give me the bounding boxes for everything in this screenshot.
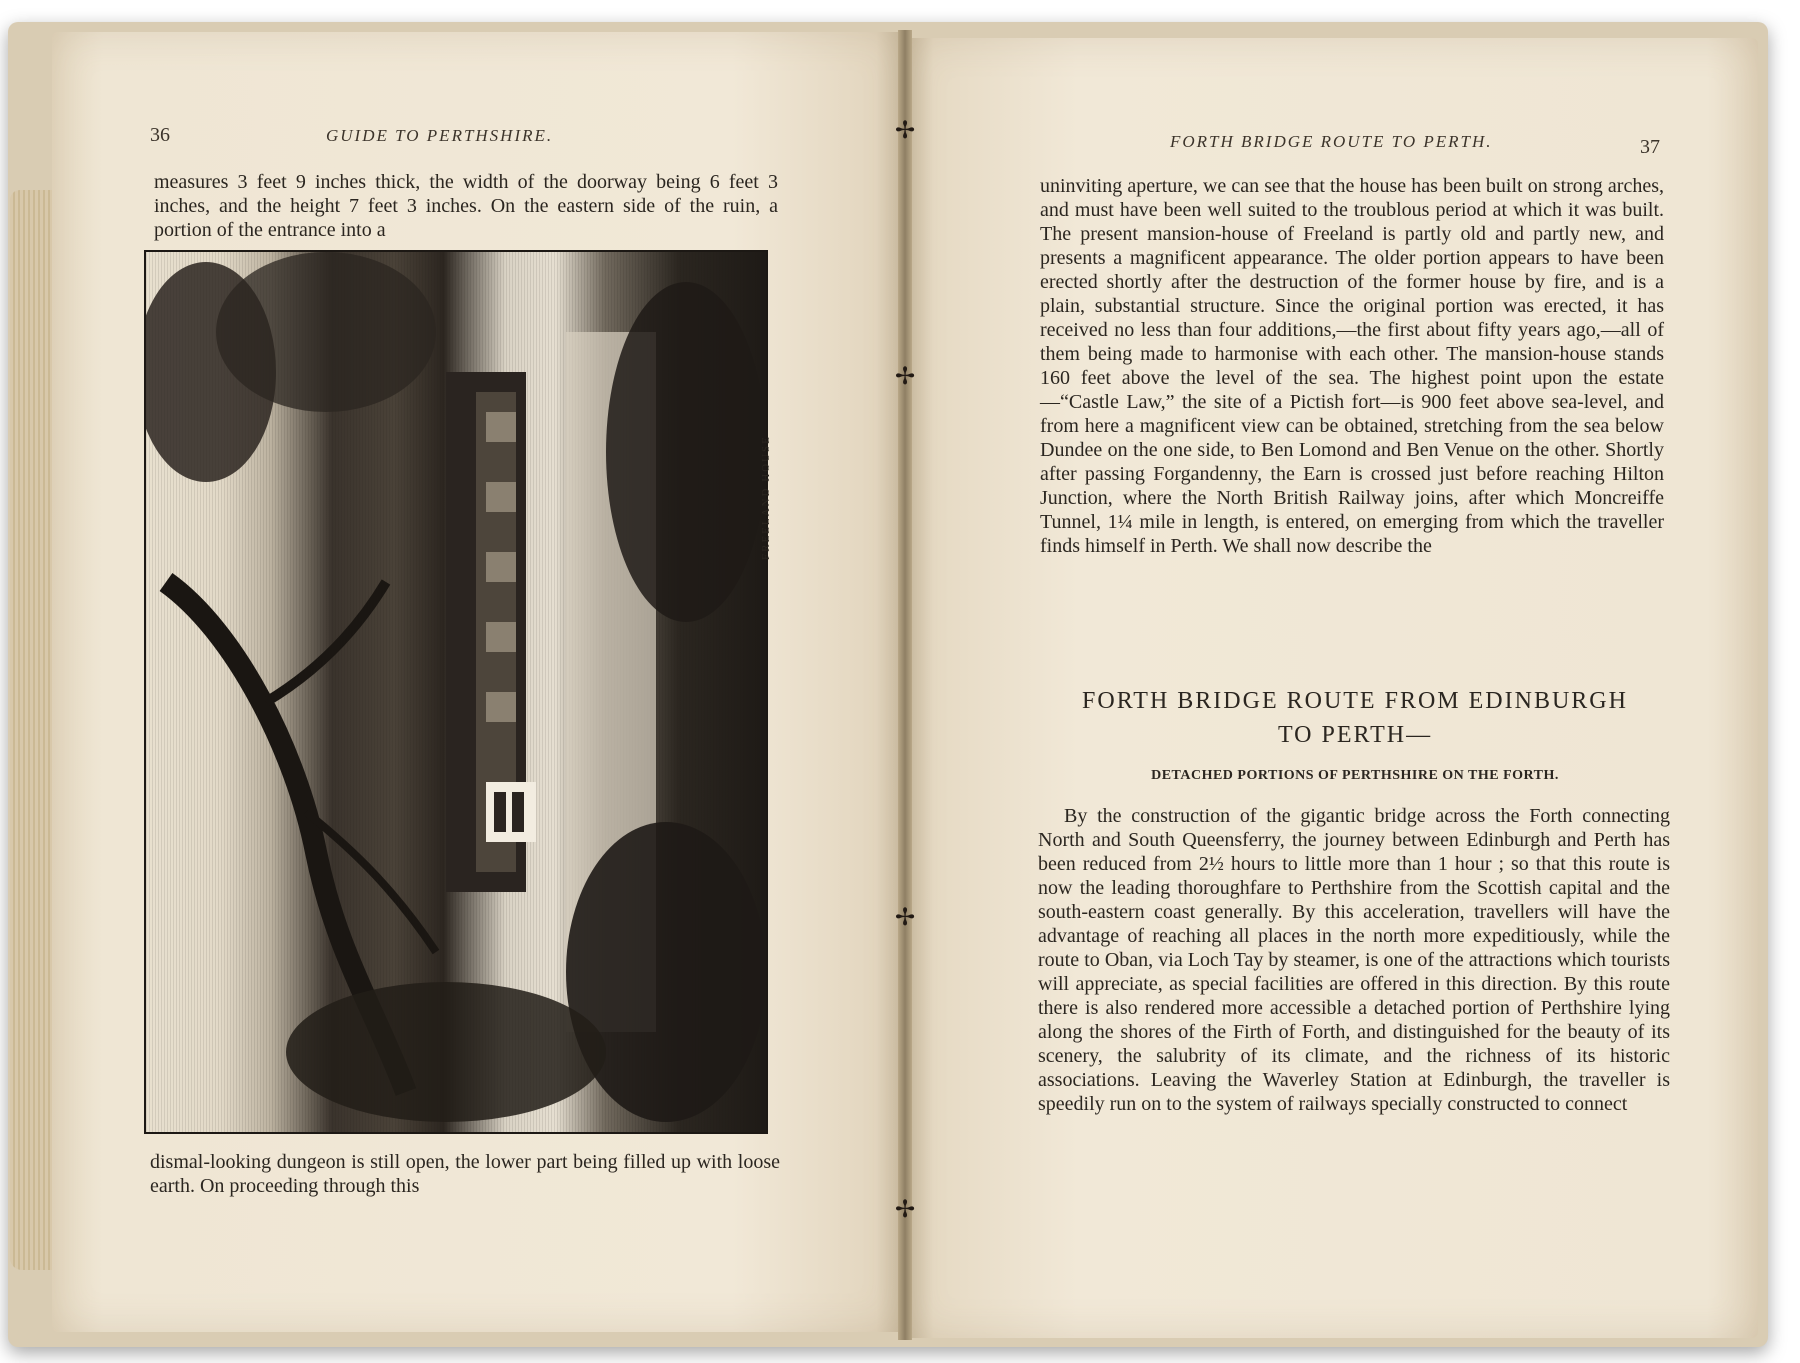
section-title-line2: TO PERTH— <box>1277 722 1433 748</box>
freeland-house-engraving <box>144 250 768 1134</box>
stitch-icon: ✢ <box>894 116 916 144</box>
stitch-icon: ✢ <box>894 1195 916 1223</box>
left-paragraph-top: measures 3 feet 9 inches thick, the width of the doorway being 6 feet 3 inches, and the height 7 feet 3 inches. On the eastern side of the ruin, a portion of the entrance into a <box>154 171 778 241</box>
book-spine <box>898 30 912 1340</box>
illustration-caption: FREELAND <box>760 486 772 560</box>
left-running-head: GUIDE TO PERTHSHIRE. <box>326 126 554 145</box>
left-paragraph-bottom: dismal-looking dungeon is still open, the lower part being filled up with loose earth. On proceeding through this <box>150 1151 780 1197</box>
stitch-icon: ✢ <box>894 903 916 931</box>
section-title-line1: FORTH BRIDGE ROUTE FROM EDINBURGH <box>1082 688 1628 714</box>
right-paragraph-1: uninviting aperture, we can see that the house has been built on strong arches, and must have been well suited to the troublous period at which it was built. The present mansion-house of Freeland is partly old and partly new, and presents a magnificent appearance. The older portion appears to have been erected shortly after the destruction of the former house by fire, and is a plain, substantial structure. Since the original portion was erected, it has received no less than four additions,—the first about fifty years ago,—all of them being made to harmonise with each other. The mansion-house stands 160 feet above the level of the sea. The highest point upon the estate—“Castle Law,” the site of a Pictish fort—is 900 feet above sea-level, and from here a magnificent view can be obtained, stretching from the sea below Dundee on the one side, to Ben Lomond and Ben Venue on the other. Shortly after passing Forgandenny, the Earn is crossed just before reaching Hilton Junction, where the North British Railway joins, after which Moncreiffe Tunnel, 1¼ mile in length, is entered, on emerging from which the traveller finds himself in Perth. We shall now describe the <box>1040 175 1664 557</box>
left-page-number: 36 <box>150 124 170 146</box>
section-subtitle: DETACHED PORTIONS OF PERTHSHIRE ON THE FORTH. <box>1151 768 1559 783</box>
page-edges <box>10 190 56 1270</box>
right-running-head: FORTH BRIDGE ROUTE TO PERTH. <box>1170 132 1493 151</box>
right-page-number: 37 <box>1640 136 1660 158</box>
right-paragraph-2: By the construction of the gigantic bridge across the Forth connecting North and South Queensferry, the journey between Edinburgh and Perth has been reduced from 2½ hours to little more than 1 hour ; so that this route is now the leading thoroughfare to Perthshire from the Scottish capital and the south-eastern coast generally. By this acceleration, travellers will have the advantage of reaching all places in the north more expeditiously, while the route to Oban, via Loch Tay by steamer, is one of the attractions which tourists will appreciate, as special facilities are offered in this direction. By this route there is also rendered more accessible a detached portion of Perthshire lying along the shores of the Firth of Forth, and distinguished for the beauty of its scenery, the salubrity of its climate, and the richness of its historic associations. Leaving the Waverley Station at Edinburgh, the traveller is speedily run on to the system of railways specially constructed to connect <box>1038 805 1670 1115</box>
stitch-icon: ✢ <box>894 362 916 390</box>
